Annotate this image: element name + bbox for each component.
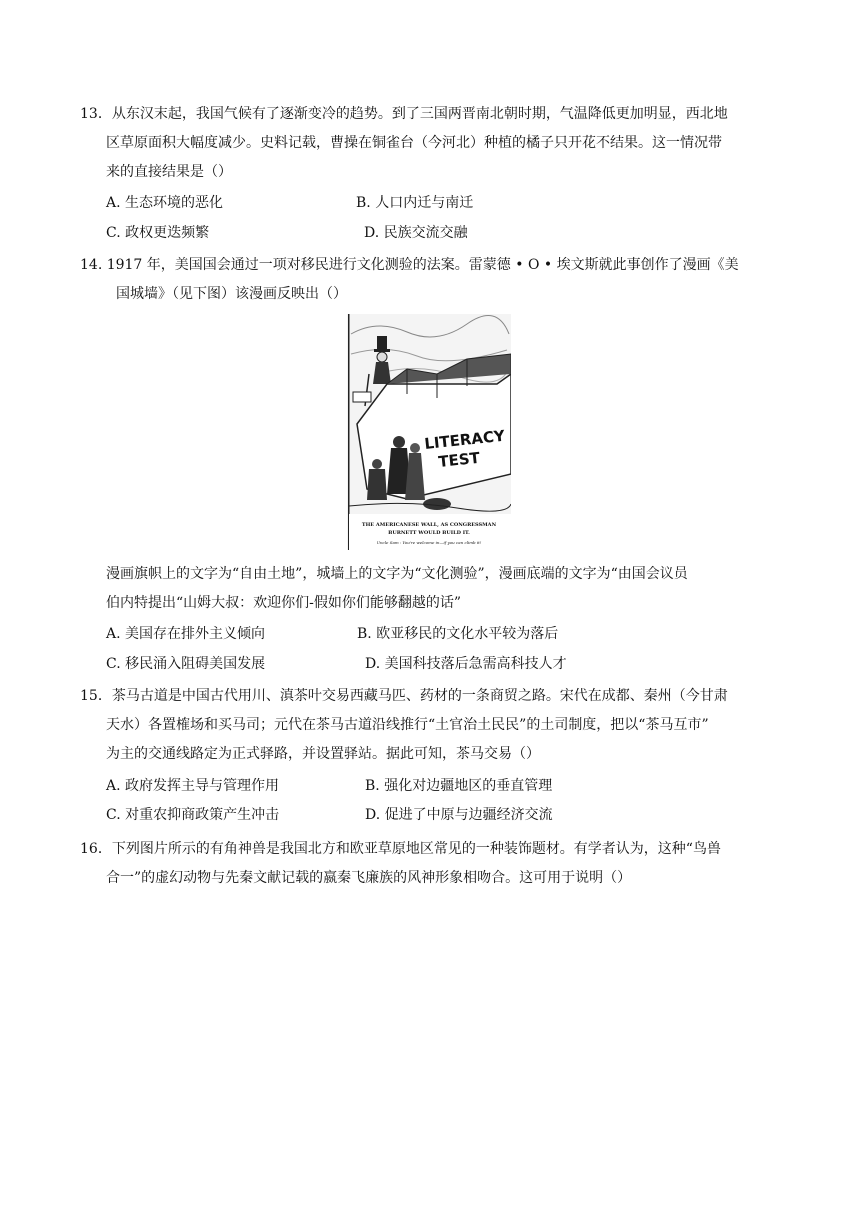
q13-option-c: C. 政权更迭频繁 bbox=[106, 225, 210, 241]
q16-stem-line-2: 合一”的虚幻动物与先秦文献记载的嬴秦飞廉族的风神形象相吻合。这可用于说明（） bbox=[106, 870, 632, 886]
q13-option-d: D. 民族交流交融 bbox=[364, 225, 468, 241]
q16-stem-line-1: 16．下列图片所示的有角神兽是我国北方和欧亚草原地区常见的一种装饰题材。有学者认为，这种“鸟兽 bbox=[80, 841, 721, 857]
cartoon-caption-line-1: THE AMERICANESE WALL, AS CONGRESSMAN bbox=[361, 522, 497, 528]
q14-note-line-1: 漫画旗帜上的文字为“自由土地”，城墙上的文字为“文化测验”，漫画底端的文字为“由国会议员 bbox=[106, 566, 688, 582]
q15-stem-line-1: 15．茶马古道是中国古代用川、滇茶叶交易西藏马匹、药材的一条商贸之路。宋代在成都、秦州（今甘肃 bbox=[80, 688, 728, 704]
q13-stem-line-1: 13．从东汉末起，我国气候有了逐渐变冷的趋势。到了三国两晋南北朝时期，气温降低更加明显，西北地 bbox=[80, 106, 728, 122]
cartoon-wall-text-literacy: LITERACY bbox=[423, 426, 506, 453]
q15-stem-line-2: 天水）各置榷场和买马司；元代在茶马古道沿线推行“土官治土民民”的土司制度，把以“茶马互市” bbox=[106, 717, 709, 733]
q13-stem-line-3: 来的直接结果是（） bbox=[106, 164, 232, 180]
q14-stem-line-1: 14. 1917 年，美国国会通过一项对移民进行文化测验的法案。雷蒙德 • O • 埃文斯就此事创作了漫画《美 bbox=[80, 257, 739, 273]
q15-option-c: C. 对重农抑商政策产生冲击 bbox=[106, 807, 280, 823]
cartoon-caption-line-3: Uncle Sam : You're welcome in—if you can climb it! bbox=[376, 540, 482, 545]
cartoon-caption-line-2: BURNETT WOULD BUILD IT. bbox=[388, 530, 470, 536]
q14-note-line-2: 伯内特提出“山姆大叔：欢迎你们-假如你们能够翻越的话” bbox=[106, 595, 462, 611]
cartoon-wall-text-test: TEST bbox=[437, 448, 481, 471]
q13-option-a: A. 生态环境的恶化 bbox=[106, 195, 224, 211]
q14-option-c: C. 移民涌入阻碍美国发展 bbox=[106, 656, 266, 672]
q15-stem-line-3: 为主的交通线路定为正式驿路，并设置驿站。据此可知，茶马交易（） bbox=[106, 746, 540, 762]
q13-option-b: B. 人口内迁与南迁 bbox=[356, 195, 474, 211]
q14-option-a: A. 美国存在排外主义倾向 bbox=[106, 626, 266, 642]
q15-option-b: B. 强化对边疆地区的垂直管理 bbox=[365, 778, 553, 794]
q14-option-d: D. 美国科技落后急需高科技人才 bbox=[365, 656, 567, 672]
q13-stem-line-2: 区草原面积大幅度减少。史料记载，曹操在铜雀台（今河北）种植的橘子只开花不结果。这一情况带 bbox=[106, 135, 722, 151]
q14-stem-line-2: 国城墙》（见下图）该漫画反映出（） bbox=[116, 286, 347, 302]
cartoon-american-wall-image bbox=[347, 314, 511, 550]
q14-option-b: B. 欧亚移民的文化水平较为落后 bbox=[357, 626, 559, 642]
q15-option-d: D. 促进了中原与边疆经济交流 bbox=[365, 807, 553, 823]
q15-option-a: A. 政府发挥主导与管理作用 bbox=[106, 778, 280, 794]
